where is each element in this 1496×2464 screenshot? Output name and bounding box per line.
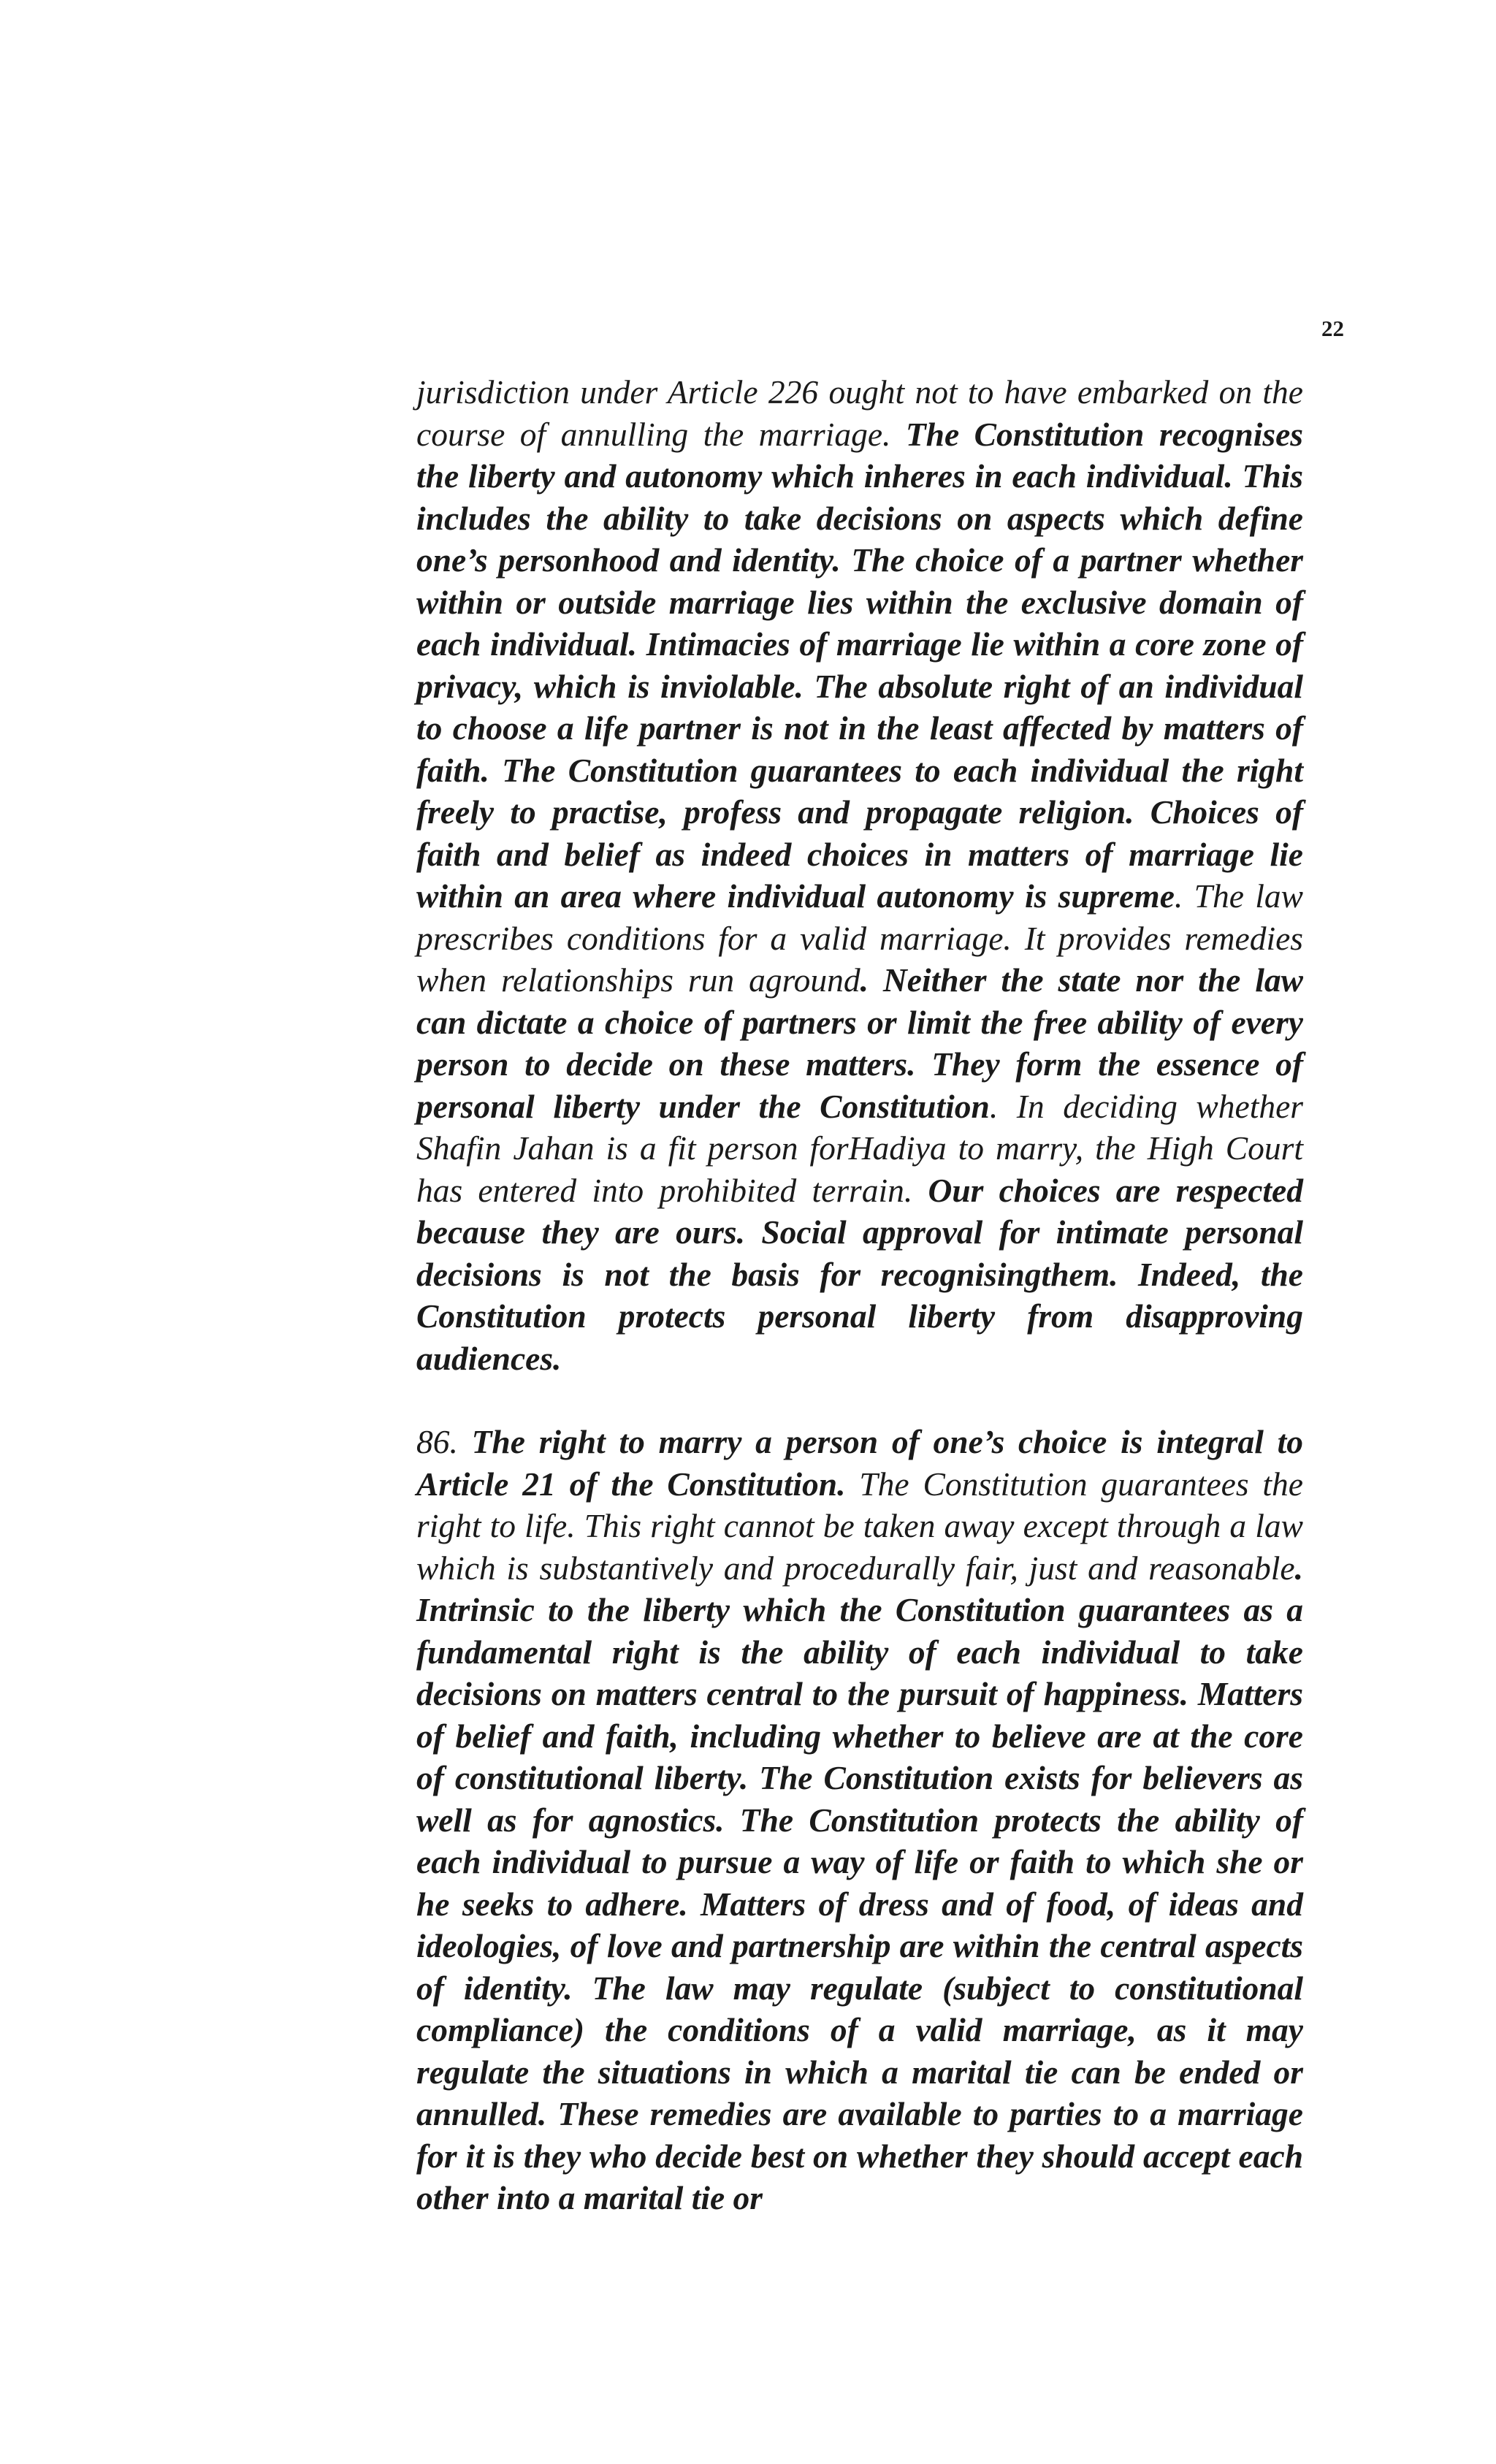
text-segment: The Constitution guarantees the right to life. This right cannot be taken away except through a law which is substantively and procedurally fair, just and reasonable (416, 1465, 1304, 1587)
paragraph-85-continued (416, 371, 1303, 1379)
text-segment: jurisdiction under Article 226 ought not to have embarked on the course of annulling the marriage. (416, 373, 1303, 453)
text-segment-bold: . Intrinsic to the liberty which the Constitution guarantees as a fundamental right is the ability of each individual to take decisions on matters central to the pursuit of happiness. Matters of belief and faith, including whether to believe are at the core of constitutional liberty. The Constitution exists for believers as well as for agnostics. The Constitution protects the ability of each individual to pursue a way of life or faith to which she or he seeks to adhere. Matters of dress and of food, of ideas and ideologies, of love and partnership are within the central aspects of identity. The law may regulate (subject to constitutional compliance) the conditions of a valid marriage, as it may regulate the situations in which a marital tie can be ended or annulled. These remedies are available to parties to a marriage for it is they who decide best on whether they should accept each other into a marital tie or (416, 1549, 1303, 2216)
paragraph-86 (416, 1421, 1303, 2219)
text-segment-bold: The right to marry a person of one’s choice is integral to Article 21 of the Constitution. (416, 1423, 1303, 1503)
text-segment: . In deciding whether Shafin Jahan is a fit person forHadiya to marry, the High Court has entered into prohibited terrain. (416, 1087, 1303, 1209)
text-segment-bold: Our choices are respected because they are ours. Social approval for intimate personal decisions is not the basis for recognisingthem. Indeed, the Constitution protects personal liberty from disapproving audiences. (416, 1171, 1303, 1377)
page-number: 22 (1321, 316, 1344, 341)
text-segment-bold: . Neither the state nor the law can dictate a choice of partners or limit the free ability of every person to decide on these matters. They form the essence of personal liberty under the Constitution (416, 961, 1303, 1125)
document-body (416, 371, 1303, 2219)
text-segment-bold: The Constitution recognises the liberty and autonomy which inheres in each individual. This includes the ability to take decisions on aspects which define one’s personhood and identity. The choice of a partner whether within or outside marriage lies within the exclusive domain of each individual. Intimacies of marriage lie within a core zone of privacy, which is inviolable. The absolute right of an individual to choose a life partner is not in the least affected by matters of faith. The Constitution guarantees to each individual the right freely to practise, profess and propagate religion. Choices of faith and belief as indeed choices in matters of marriage lie within an area where individual autonomy is supreme (416, 415, 1303, 915)
paragraph-number: 86. (416, 1423, 472, 1460)
text-segment: . The law prescribes conditions for a valid marriage. It provides remedies when relationships run aground (416, 877, 1303, 999)
